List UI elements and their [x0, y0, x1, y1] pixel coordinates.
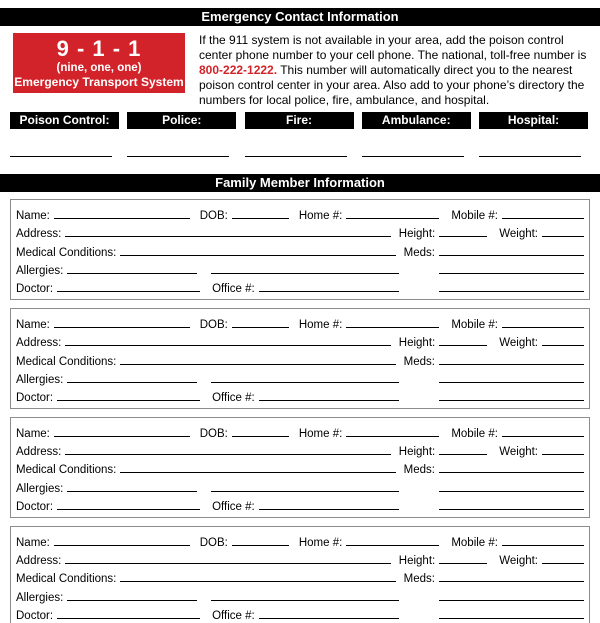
medical-conditions-line — [120, 254, 395, 256]
home-phone-line — [346, 217, 439, 219]
dob-line — [232, 544, 289, 546]
doctor-label: Doctor: — [16, 391, 54, 404]
meds-extra-line-2 — [439, 617, 584, 619]
allergies-extra-line — [211, 599, 399, 601]
doctor-label: Doctor: — [16, 609, 54, 622]
allergies-extra-line — [211, 381, 399, 383]
office-phone-line — [259, 617, 399, 619]
dob-line — [232, 326, 289, 328]
allergies-line — [67, 272, 197, 274]
family-member-block — [10, 199, 590, 300]
contact-phone-line-ambulance — [362, 155, 464, 157]
family-member-blocks — [0, 199, 600, 623]
dob-label: DOB: — [199, 537, 228, 549]
doctor-line — [57, 617, 200, 619]
height-line — [439, 235, 487, 237]
contact-line-slot — [10, 155, 119, 157]
address-line — [65, 344, 390, 346]
911-pronunciation: (nine, one, one) — [56, 62, 142, 74]
meds-label: Meds: — [403, 246, 435, 259]
name-line — [54, 326, 190, 328]
allergies-extra-line — [211, 272, 399, 274]
contact-phone-line-hospital — [479, 155, 581, 157]
name-line — [54, 544, 190, 546]
home-phone-line — [346, 435, 439, 437]
dob-line — [232, 435, 289, 437]
contact-label-police: Police: — [127, 112, 236, 129]
meds-label: Meds: — [403, 355, 435, 368]
name-label: Name: — [16, 319, 50, 332]
contact-phone-line-fire — [245, 155, 347, 157]
address-label: Address: — [16, 555, 62, 568]
height-line — [439, 344, 487, 346]
meds-extra-line-1 — [439, 381, 584, 383]
home-phone-line — [346, 544, 439, 546]
address-label: Address: — [16, 228, 62, 241]
home-phone-label: Home #: — [298, 319, 343, 332]
office-phone-label: Office #: — [212, 282, 255, 295]
weight-line — [542, 235, 584, 237]
dob-label: DOB: — [199, 319, 228, 332]
intro-section — [13, 33, 589, 108]
911-number: 9 - 1 - 1 — [56, 36, 142, 61]
weight-label: Weight: — [499, 555, 538, 568]
contact-phone-line-police — [127, 155, 229, 157]
meds-label: Meds: — [403, 573, 435, 586]
doctor-label: Doctor: — [16, 282, 54, 295]
office-phone-label: Office #: — [212, 609, 255, 622]
medical-conditions-line — [120, 580, 395, 582]
intro-paragraph — [199, 33, 589, 108]
member-row-identity — [16, 531, 584, 549]
office-phone-line — [259, 508, 399, 510]
allergies-label: Allergies: — [16, 373, 64, 386]
dob-label: DOB: — [199, 428, 228, 441]
section-title-emergency-contact: Emergency Contact Information — [201, 9, 399, 24]
home-phone-line — [346, 326, 439, 328]
address-label: Address: — [16, 337, 62, 350]
mobile-phone-label: Mobile #: — [451, 319, 498, 332]
member-row-medical — [16, 567, 584, 585]
meds-extra-line-1 — [439, 490, 584, 492]
family-member-block — [10, 526, 590, 623]
weight-line — [542, 562, 584, 564]
mobile-phone-line — [502, 544, 584, 546]
height-label: Height: — [398, 555, 436, 568]
member-row-doctor — [16, 604, 584, 622]
member-row-allergies — [16, 585, 584, 603]
height-line — [439, 453, 487, 455]
allergies-line — [67, 381, 197, 383]
mobile-phone-line — [502, 326, 584, 328]
member-row-allergies — [16, 259, 584, 277]
contact-label-fire: Fire: — [245, 112, 354, 129]
height-label: Height: — [398, 446, 436, 459]
mobile-phone-line — [502, 217, 584, 219]
allergies-label: Allergies: — [16, 482, 64, 495]
meds-label: Meds: — [403, 464, 435, 477]
member-row-doctor — [16, 386, 584, 404]
mobile-phone-line — [502, 435, 584, 437]
doctor-line — [57, 399, 200, 401]
meds-extra-line-1 — [439, 599, 584, 601]
name-line — [54, 217, 190, 219]
weight-label: Weight: — [499, 228, 538, 241]
contact-line-slot — [245, 155, 354, 157]
911-callout-box — [13, 33, 185, 93]
meds-line — [439, 363, 584, 365]
mobile-phone-label: Mobile #: — [451, 210, 498, 223]
dob-line — [232, 217, 289, 219]
member-row-doctor — [16, 277, 584, 295]
weight-line — [542, 344, 584, 346]
contact-label-poison-control: Poison Control: — [10, 112, 119, 129]
allergies-line — [67, 599, 197, 601]
medical-conditions-label: Medical Conditions: — [16, 573, 117, 586]
height-label: Height: — [398, 337, 436, 350]
member-row-medical — [16, 240, 584, 258]
member-row-allergies — [16, 368, 584, 386]
name-label: Name: — [16, 428, 50, 441]
member-row-identity — [16, 422, 584, 440]
allergies-label: Allergies: — [16, 264, 64, 277]
address-label: Address: — [16, 446, 62, 459]
member-row-identity — [16, 204, 584, 222]
allergies-line — [67, 490, 197, 492]
medical-conditions-label: Medical Conditions: — [16, 464, 117, 477]
member-row-medical — [16, 349, 584, 367]
address-line — [65, 235, 390, 237]
medical-conditions-line — [120, 363, 395, 365]
emergency-numbers-label-row — [10, 112, 588, 129]
doctor-line — [57, 508, 200, 510]
emergency-numbers-fill-row — [10, 155, 588, 157]
meds-extra-line-2 — [439, 508, 584, 510]
member-row-address — [16, 440, 584, 458]
height-line — [439, 562, 487, 564]
allergies-extra-line — [211, 490, 399, 492]
meds-extra-line-2 — [439, 290, 584, 292]
address-line — [65, 562, 390, 564]
office-phone-label: Office #: — [212, 391, 255, 404]
meds-line — [439, 580, 584, 582]
contact-phone-line-poison-control — [10, 155, 112, 157]
contact-label-ambulance: Ambulance: — [362, 112, 471, 129]
office-phone-line — [259, 399, 399, 401]
section-title-family-member: Family Member Information — [215, 175, 385, 190]
weight-label: Weight: — [499, 337, 538, 350]
contact-line-slot — [362, 155, 471, 157]
medical-conditions-label: Medical Conditions: — [16, 355, 117, 368]
section-header-emergency-contact — [0, 8, 600, 26]
family-member-block — [10, 308, 590, 409]
mobile-phone-label: Mobile #: — [451, 428, 498, 441]
meds-line — [439, 254, 584, 256]
address-line — [65, 453, 390, 455]
weight-label: Weight: — [499, 446, 538, 459]
height-label: Height: — [398, 228, 436, 241]
contact-line-slot — [479, 155, 588, 157]
name-label: Name: — [16, 537, 50, 549]
name-label: Name: — [16, 210, 50, 223]
contact-label-hospital: Hospital: — [479, 112, 588, 129]
member-row-identity — [16, 313, 584, 331]
medical-conditions-line — [120, 471, 395, 473]
member-row-medical — [16, 458, 584, 476]
meds-line — [439, 471, 584, 473]
dob-label: DOB: — [199, 210, 228, 223]
member-row-address — [16, 222, 584, 240]
member-row-address — [16, 331, 584, 349]
member-row-address — [16, 549, 584, 567]
office-phone-label: Office #: — [212, 500, 255, 513]
doctor-line — [57, 290, 200, 292]
meds-extra-line-1 — [439, 272, 584, 274]
medical-conditions-label: Medical Conditions: — [16, 246, 117, 259]
allergies-label: Allergies: — [16, 591, 64, 604]
meds-extra-line-2 — [439, 399, 584, 401]
home-phone-label: Home #: — [298, 428, 343, 441]
contact-line-slot — [127, 155, 236, 157]
home-phone-label: Home #: — [298, 210, 343, 223]
member-row-doctor — [16, 495, 584, 513]
family-member-block — [10, 417, 590, 518]
home-phone-label: Home #: — [298, 537, 343, 549]
office-phone-line — [259, 290, 399, 292]
mobile-phone-label: Mobile #: — [451, 537, 498, 549]
intro-text-before: If the 911 system is not available in your area, add the poison control center phone number to your cell phone. The national, toll-free number is — [199, 33, 587, 62]
member-row-allergies — [16, 476, 584, 494]
poison-control-phone-number: 800-222-1222. — [199, 63, 278, 77]
intro-text-after: This number will automatically direct you to the nearest poison control center in your area. Also add to your phone’s directory the numbers for local police, fire, ambulance, and hospital. — [199, 63, 585, 107]
section-header-family-member — [0, 174, 600, 192]
doctor-label: Doctor: — [16, 500, 54, 513]
weight-line — [542, 453, 584, 455]
911-caption: Emergency Transport System — [14, 75, 184, 89]
name-line — [54, 435, 190, 437]
